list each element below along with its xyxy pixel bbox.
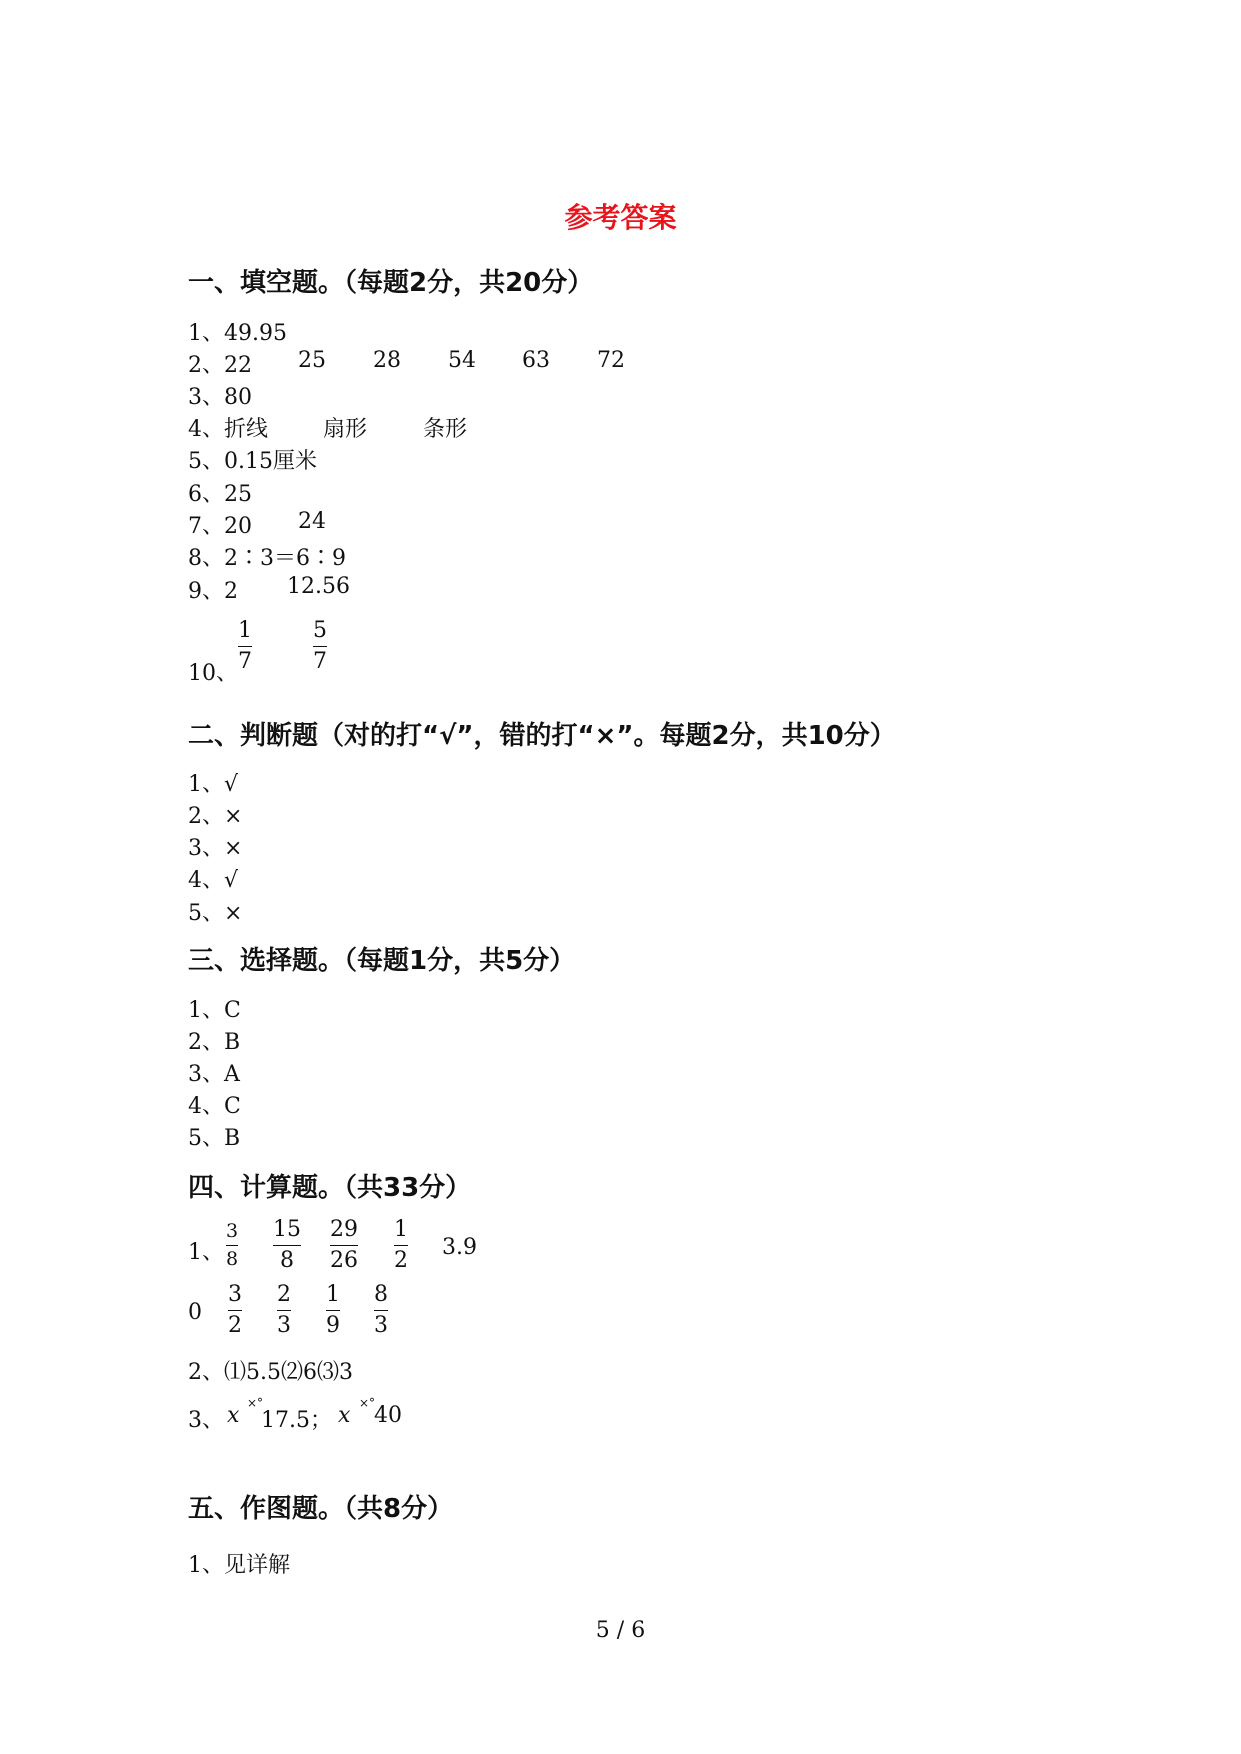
section4-heading: 四、计算题。（共33分） [188, 1173, 472, 1203]
s1-answer-2-val: 25 [298, 348, 326, 373]
s1-answer-4: 4、折线 [188, 417, 268, 442]
fraction: 29 26 [330, 1217, 358, 1273]
s1-answer-4-val: 条形 [423, 417, 468, 442]
s1-answer-9-val: 12.56 [287, 574, 350, 599]
s4-q3-label: 3、 [188, 1408, 224, 1433]
s4-q3-value-1: 17.5； [261, 1408, 332, 1433]
s4-q3-value-2: 40 [374, 1403, 402, 1428]
fraction: 3 2 [228, 1282, 242, 1338]
fraction: 8 3 [374, 1282, 388, 1338]
s3-answer-3: 3、A [188, 1062, 240, 1087]
s2-answer-3: 3、× [188, 836, 243, 861]
variable-x: x [227, 1403, 240, 1428]
s1-answer-7: 7、20 [188, 514, 252, 539]
section2-heading: 二、判断题（对的打“√”，错的打“×”。每题2分，共10分） [188, 721, 896, 751]
s1-answer-2: 2、22 [188, 353, 252, 378]
s2-answer-2: 2、× [188, 804, 243, 829]
s3-answer-4: 4、C [188, 1094, 241, 1119]
s1-answer-2-val: 54 [448, 348, 476, 373]
s1-answer-6: 6、25 [188, 482, 252, 507]
section5-heading: 五、作图题。（共8分） [188, 1494, 454, 1524]
approx-mark: ×° [247, 1396, 264, 1410]
fraction: 3 8 [226, 1220, 239, 1270]
s2-answer-1: 1、√ [188, 772, 239, 797]
s2-answer-5: 5、× [188, 901, 243, 926]
s1-answer-10-label: 10、 [188, 661, 238, 686]
s4-q1-decimal: 3.9 [442, 1235, 477, 1260]
s1-answer-9: 9、2 [188, 579, 238, 604]
section3-heading: 三、选择题。（每题1分，共5分） [188, 946, 576, 976]
s1-answer-7-val: 24 [298, 509, 326, 534]
s1-answer-3: 3、80 [188, 385, 252, 410]
page-title: 参考答案 [564, 201, 677, 234]
fraction: 1 9 [326, 1282, 340, 1338]
s1-answer-8: 8、2∶3＝6∶9 [188, 546, 346, 571]
fraction: 15 8 [273, 1217, 301, 1273]
variable-x: x [338, 1403, 351, 1428]
approx-mark: ×° [359, 1396, 376, 1410]
s1-answer-5: 5、0.15厘米 [188, 449, 317, 474]
fraction: 5 7 [313, 618, 327, 674]
fraction: 1 7 [238, 618, 252, 674]
s5-answer-1: 1、见详解 [188, 1553, 290, 1578]
s1-answer-2-val: 28 [373, 348, 401, 373]
fraction: 1 2 [394, 1217, 408, 1273]
s2-answer-4: 4、√ [188, 868, 239, 893]
s3-answer-1: 1、C [188, 998, 241, 1023]
s4-answer-2: 2、⑴5.5⑵6⑶3 [188, 1360, 353, 1385]
s1-answer-2-val: 63 [522, 348, 550, 373]
s1-answer-2-val: 72 [597, 348, 625, 373]
s1-answer-1: 1、49.95 [188, 321, 287, 346]
s4-q1-row2-lead: 0 [188, 1300, 202, 1325]
section1-heading: 一、填空题。（每题2分，共20分） [188, 268, 594, 298]
s4-q1-label: 1、 [188, 1240, 224, 1265]
s1-answer-4-val: 扇形 [323, 417, 368, 442]
fraction: 2 3 [277, 1282, 291, 1338]
s3-answer-2: 2、B [188, 1030, 241, 1055]
s3-answer-5: 5、B [188, 1126, 241, 1151]
page-number: 5 / 6 [595, 1618, 646, 1643]
